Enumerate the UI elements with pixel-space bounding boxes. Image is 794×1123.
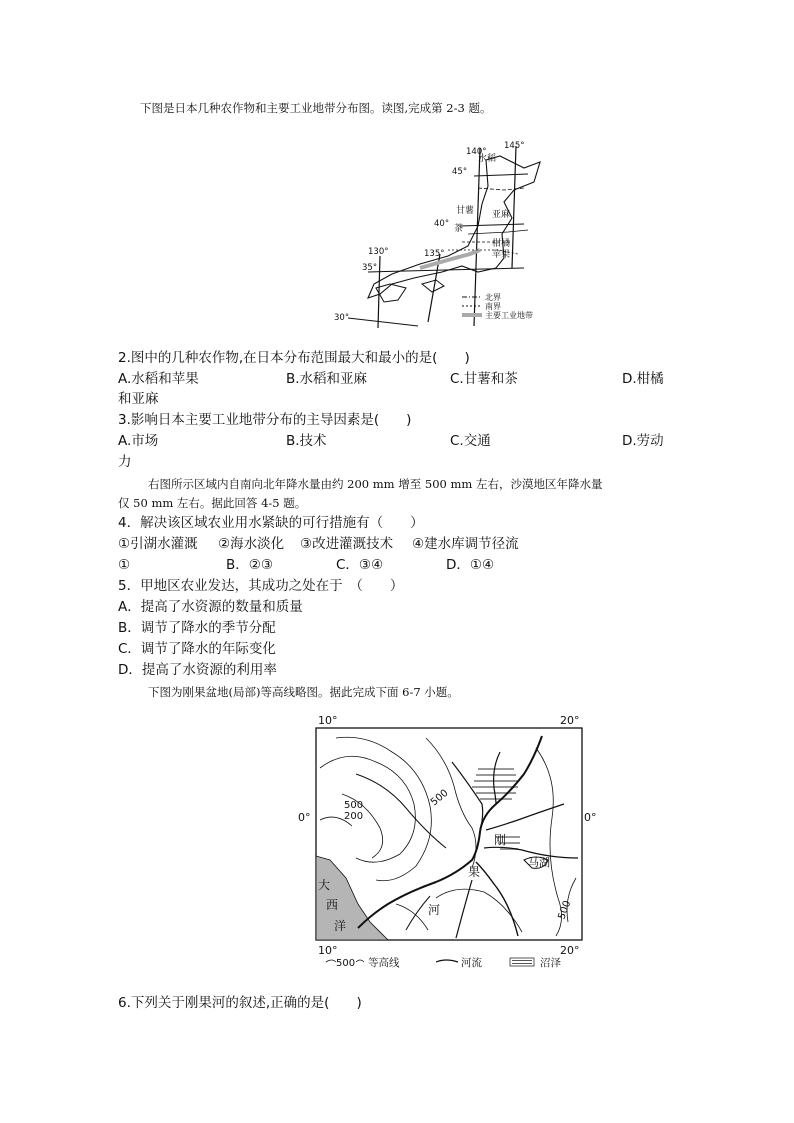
contour-label-500-center: 500 <box>428 787 451 809</box>
q3-option-c: C.交通 <box>450 433 491 449</box>
q5-stem: 5．甲地区农业发达，其成功之处在于 （ ） <box>118 578 404 594</box>
lon-130: 130° <box>368 247 389 257</box>
q2-stem: 2.图中的几种农作物,在日本分布范围最大和最小的是( ) <box>118 350 470 366</box>
legend-river: 河流 <box>461 957 482 969</box>
q3-option-b: B.技术 <box>286 433 327 449</box>
q5-option-b: B．调节了降水的季节分配 <box>118 620 276 636</box>
q4-item-3: ③改进灌溉技术 <box>300 536 394 552</box>
legend-industry: 主要工业地带 <box>485 311 533 320</box>
crop-tea: 茶 <box>454 224 464 234</box>
ocean-char-3: 洋 <box>334 919 347 933</box>
lat-40: 40° <box>434 219 450 229</box>
contour-label-500-west: 500 <box>344 800 364 811</box>
crop-flax: 亚麻 <box>492 210 511 220</box>
legend-north: 北界 <box>485 293 501 302</box>
congo-lon-10-bottom: 10° <box>318 944 338 957</box>
river-char-2: 果 <box>468 865 481 879</box>
congo-lon-20-top: 20° <box>560 714 580 727</box>
q3-option-d-wrap: 力 <box>118 454 132 470</box>
legend-contour: 等高线 <box>368 957 400 969</box>
q2-option-d: D.柑橘 <box>622 371 664 387</box>
intro-4-5-line2: 仅 50 mm 左右。据此回答 4-5 题。 <box>118 496 307 510</box>
congo-lon-10-top: 10° <box>318 714 338 727</box>
intro-japan: 下图是日本几种农作物和主要工业地带分布图。读图,完成第 2-3 题。 <box>140 101 492 115</box>
crop-sweet-potato: 甘薯 <box>456 206 475 216</box>
q3-option-d: D.劳动 <box>622 433 664 449</box>
congo-lon-20-bottom: 20° <box>560 944 580 957</box>
q4-item-1: ①引湖水灌溉 <box>118 536 198 552</box>
lon-135: 135° <box>424 249 445 259</box>
q4-option-d: D．①④ <box>446 557 495 573</box>
q5-option-c: C．调节了降水的年际变化 <box>118 641 276 657</box>
q4-item-2: ②海水淡化 <box>218 536 285 552</box>
q5-option-d: D．提高了水资源的利用率 <box>118 662 277 678</box>
q2-option-d-wrap: 和亚麻 <box>118 391 159 407</box>
q2-option-a: A.水稻和苹果 <box>118 371 199 387</box>
q2-option-b: B.水稻和亚麻 <box>286 371 368 387</box>
crop-rice: 水稻 <box>478 154 497 164</box>
contour-label-200-west: 200 <box>344 811 364 822</box>
ocean-char-2: 西 <box>326 898 339 912</box>
lon-140: 140° <box>466 147 487 157</box>
congo-lat-0-right: 0° <box>584 811 597 824</box>
ocean-char-1: 大 <box>318 878 331 892</box>
q5-option-a: A．提高了水资源的数量和质量 <box>118 599 303 615</box>
contour-label-500-east: 500 <box>556 899 574 922</box>
congo-lat-0-left: 0° <box>298 811 311 824</box>
q4-item-4: ④建水库调节径流 <box>412 536 519 552</box>
legend-contour-value: 500 <box>336 958 356 969</box>
q4-option-a: ① <box>118 557 131 573</box>
q4-option-b: B．②③ <box>226 557 273 573</box>
intro-4-5-line1: 右图所示区域内自南向北年降水量由约 200 mm 增至 500 mm 左右，沙漠地区年降水量 <box>148 477 603 491</box>
q3-option-a: A.市场 <box>118 433 159 449</box>
legend-south: 南界 <box>485 302 501 311</box>
japan-map <box>328 138 558 330</box>
river-char-1: 刚 <box>494 833 507 847</box>
q4-stem: 4．解决该区域农业用水紧缺的可行措施有（ ） <box>118 515 424 531</box>
intro-congo: 下图为刚果盆地(局部)等高线略图。据此完成下面 6-7 小题。 <box>148 685 459 699</box>
q3-stem: 3.影响日本主要工业地带分布的主导因素是( ) <box>118 412 412 428</box>
crop-apple: 苹果 <box>492 250 511 260</box>
lon-145: 145° <box>504 141 525 151</box>
legend-swamp: 沼泽 <box>540 957 561 969</box>
q2-option-c: C.甘薯和茶 <box>450 371 518 387</box>
congo-map <box>296 708 606 974</box>
q4-option-c: C．③④ <box>336 557 384 573</box>
crop-citrus: 柑橘 <box>492 239 511 249</box>
lat-30: 30° <box>334 313 350 323</box>
lat-45: 45° <box>452 167 468 177</box>
lake-label: 马湖 <box>528 856 550 869</box>
q6-stem: 6.下列关于刚果河的叙述,正确的是( ) <box>118 995 362 1011</box>
river-char-3: 河 <box>428 903 441 917</box>
lat-35: 35° <box>362 263 378 273</box>
